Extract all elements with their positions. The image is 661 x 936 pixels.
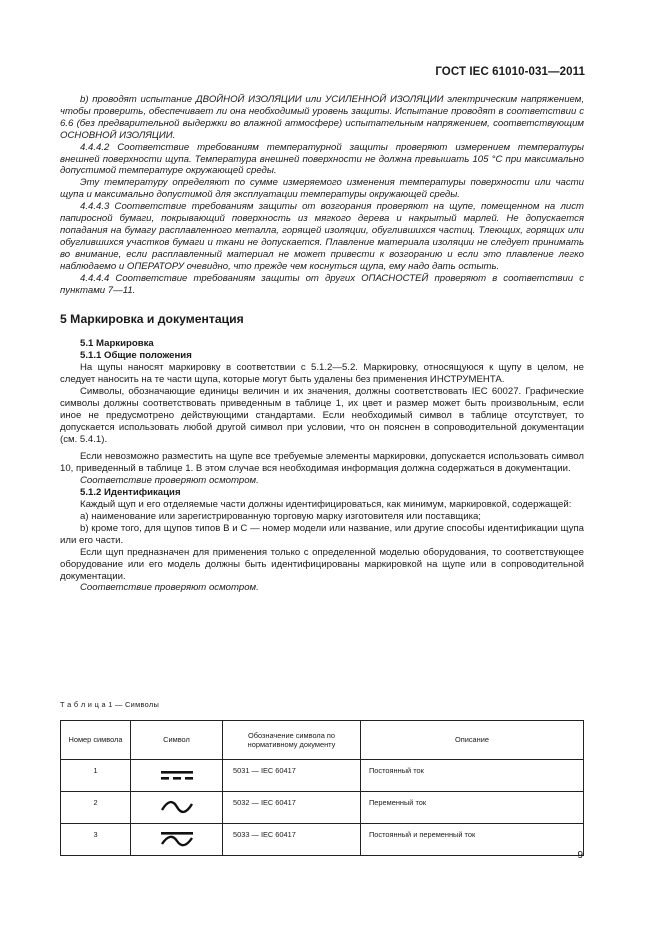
symbol-cell (131, 792, 223, 824)
row-number: 2 (61, 792, 131, 824)
paragraph-4-4-4-1-b: b) проводят испытание ДВОЙНОЙ ИЗОЛЯЦИИ или УСИЛЕННОЙ ИЗОЛЯЦИИ электрическим напряжением, чтобы проверить, обеспечивает ли она необходимый уровень защиты. Испытание проводят в соответствии с 6.6 (без предварительной выдержки во влажной атмосфере) испытательным напряжением, соответствующим ОСНОВНОЙ ИЗОЛЯЦИИ. (60, 94, 584, 141)
subsection-5-1-1-heading: 5.1.1 Общие положения (80, 350, 192, 362)
subsection-5-1-heading: 5.1 Маркировка (80, 338, 154, 350)
header-number: Номер символа (61, 721, 131, 760)
header-symbol: Символ (131, 721, 223, 760)
paragraph-5-1-1-p4: Соответствие проверяют осмотром. (80, 475, 259, 487)
paragraph-4-4-4-2: 4.4.4.2 Соответствие требованиям температурной защиты проверяют измерением температуры внешней поверхности щупа. Температура внешней поверхности не должна превышать 105 °С при максимально допустимой температуре окружающей среды. (60, 141, 584, 177)
description-cell: Постоянный и переменный ток (361, 824, 584, 856)
reference-cell: 5033 — IEC 60417 (223, 824, 361, 856)
paragraph-5-1-1-p2: Символы, обозначающие единицы величин и их значения, должны соответствовать IEC 60027. Графические символы должны соответствовать приведенным в таблице 1, их цвет и размер может быть произвольным, если иное не предусмотрено действующими стандартами. Если необходимый символ в таблице отсутствует, то допускается использовать любой другой символ при условии, что он пояснен в сопроводительной документации (см. 5.4.1). (60, 385, 584, 445)
paragraph-4-4-4-3: 4.4.4.3 Соответствие требованиям защиты от возгорания проверяют на щупе, помещенном на лист папиросной бумаги, покрывающий поверхность из мягкого дерева и накрытый марлей. Не допускается попадания на бумагу расплавленного металла, горящей изоляции, обуглившихся частиц. Тлеющих, горящих или обуглившихся участков бумаги и ткани не допускается. Плавление материала изоляции не следует принимать во внимание, если расплавленный материал не может привести к возгоранию и если это плавление легко наблюдаемо и ОПЕРАТОРУ очевидно, что прежде чем коснуться щупа, ему надо дать остыть. (60, 201, 584, 272)
header-reference: Обозначение символа по нормативному документу (223, 721, 361, 760)
reference-cell: 5032 — IEC 60417 (223, 792, 361, 824)
list-item-a: a) наименование или зарегистрированную торговую марку изготовителя или поставщика; (80, 511, 481, 522)
row-number: 3 (61, 824, 131, 856)
ac-dc-icon (159, 830, 195, 848)
list-item-b: b) кроме того, для щупов типов В и С — номер модели или название, или другие способы идентификации щупа или его части. (60, 522, 584, 546)
header-description: Описание (361, 721, 584, 760)
document-body (60, 94, 584, 594)
symbol-cell (131, 824, 223, 856)
row-number: 1 (61, 760, 131, 792)
alternating-current-icon (159, 799, 195, 815)
description-cell: Постоянный ток (361, 760, 584, 792)
description-cell: Переменный ток (361, 792, 584, 824)
table-caption: Т а б л и ц а 1 — Символы (60, 700, 160, 709)
paragraph-5-1-1-p3: Если невозможно разместить на щупе все требуемые элементы маркировки, допускается использовать символ 10, приведенный в таблице 1. В этом случае вся необходимая информация должна содержаться в документации. (60, 451, 584, 475)
table-row (61, 792, 584, 824)
reference-cell: 5031 — IEC 60417 (223, 760, 361, 792)
section-5-heading: 5 Маркировка и документация (60, 312, 244, 327)
paragraph-5-1-2-p3: Соответствие проверяют осмотром. (80, 582, 259, 594)
paragraph-5-1-2-p2: Если щуп предназначен для применения только с определенной моделью оборудования, то соответствующее оборудование или его модель должны быть идентифицированы маркировкой на щупе или в сопроводительной документации. (60, 546, 584, 582)
paragraph-5-1-2-p1: Каждый щуп и его отделяемые части должны идентифицироваться, как минимум, маркировкой, содержащей: (80, 499, 572, 511)
subsection-5-1-2-heading: 5.1.2 Идентификация (80, 487, 181, 499)
table-header-row (61, 721, 584, 760)
paragraph-5-1-1-p1: На щупы наносят маркировку в соответствии с 5.1.2—5.2. Маркировку, относящуюся к щупу в целом, не следует наносить на те части щупа, которые могут быть удалены без применения ИНСТРУМЕНТА. (60, 362, 584, 386)
document-code-header: ГОСТ IEC 61010-031—2011 (435, 66, 585, 78)
symbols-table (60, 720, 584, 856)
symbol-cell (131, 760, 223, 792)
paragraph-4-4-4-4: 4.4.4.4 Соответствие требованиям защиты от других ОПАСНОСТЕЙ проверяют в соответствии с пунктами 7—11. (60, 272, 584, 296)
table-row (61, 824, 584, 856)
page-number: 9 (577, 850, 583, 861)
direct-current-icon (159, 768, 195, 782)
table-row (61, 760, 584, 792)
paragraph-4-4-4-2-cont: Эту температуру определяют по сумме измеряемого изменения температуры поверхности или части щупа и максимально допустимой для эксплуатации температуры окружающей среды. (60, 177, 584, 201)
